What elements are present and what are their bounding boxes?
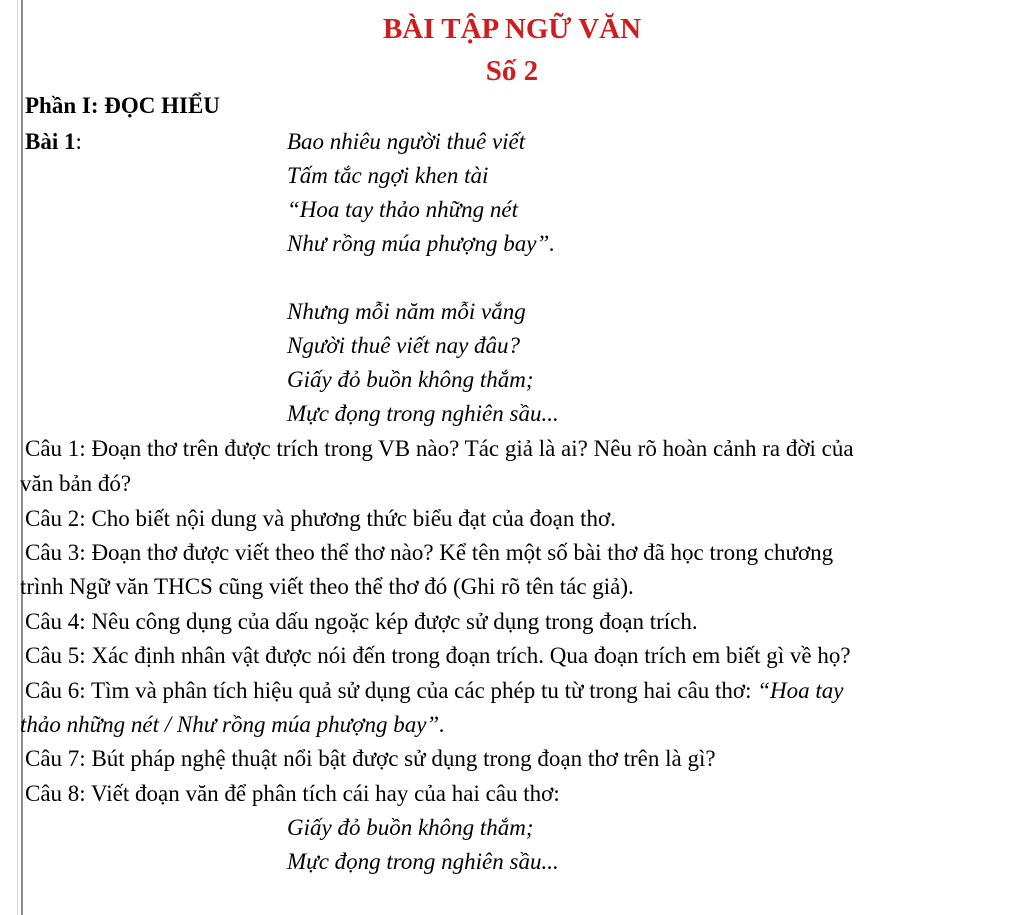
question-3-line-2: trình Ngữ văn THCS cũng viết theo thể thơ đó (Ghi rõ tên tác giả).	[20, 574, 634, 599]
question-2: Câu 2: Cho biết nội dung và phương thức biểu đạt của đoạn thơ.	[25, 506, 616, 531]
question-4: Câu 4: Nêu công dụng của dấu ngoặc kép được sử dụng trong đoạn trích.	[25, 609, 698, 634]
exercise-label-text: Bài 1	[25, 129, 76, 154]
question-8-quote-line: Giấy đỏ buồn không thắm;	[287, 815, 534, 840]
exercise-label	[25, 128, 82, 156]
section-heading: Phần I: ĐỌC HIỂU	[25, 93, 220, 118]
question-6-quote-start: “Hoa tay	[757, 678, 844, 703]
question-1-line-1: Câu 1: Đoạn thơ trên được trích trong VB nào? Tác giả là ai? Nêu rõ hoàn cảnh ra đời của	[25, 436, 854, 461]
question-6-quote-end: thảo những nét / Như rồng múa phượng bay”.	[20, 712, 445, 737]
poem-line: Nhưng mỗi năm mỗi vắng	[287, 299, 526, 324]
document-page	[22, 0, 1022, 915]
question-8: Câu 8: Viết đoạn văn để phân tích cái hay của hai câu thơ:	[25, 781, 560, 806]
question-6-line-1	[25, 677, 844, 705]
poem-line: Giấy đỏ buồn không thắm;	[287, 367, 534, 392]
document-title: BÀI TẬP NGỮ VĂN	[382, 13, 642, 45]
question-7: Câu 7: Bút pháp nghệ thuật nổi bật được sử dụng trong đoạn thơ trên là gì?	[25, 746, 716, 771]
question-6-text: Câu 6: Tìm và phân tích hiệu quả sử dụng của các phép tu từ trong hai câu thơ:	[25, 678, 758, 703]
question-5: Câu 5: Xác định nhân vật được nói đến trong đoạn trích. Qua đoạn trích em biết gì về họ?	[25, 643, 851, 668]
question-1-line-2: văn bản đó?	[20, 471, 132, 496]
question-3-line-1: Câu 3: Đoạn thơ được viết theo thể thơ nào? Kể tên một số bài thơ đã học trong chương	[25, 540, 834, 565]
poem-line: “Hoa tay thảo những nét	[287, 197, 519, 222]
poem-line: Bao nhiêu người thuê viết	[287, 129, 526, 154]
exercise-label-colon: :	[75, 129, 82, 154]
poem-line: Như rồng múa phượng bay”.	[287, 231, 556, 256]
page-edge-shadow	[17, 0, 18, 915]
poem-line: Người thuê viết nay đâu?	[287, 333, 521, 358]
poem-line: Tấm tắc ngợi khen tài	[287, 163, 489, 188]
question-6-line-2	[20, 711, 445, 739]
poem-line: Mực đọng trong nghiên sầu...	[287, 401, 559, 426]
document-subtitle: Số 2	[485, 55, 539, 87]
question-8-quote-line: Mực đọng trong nghiên sầu...	[287, 849, 559, 874]
